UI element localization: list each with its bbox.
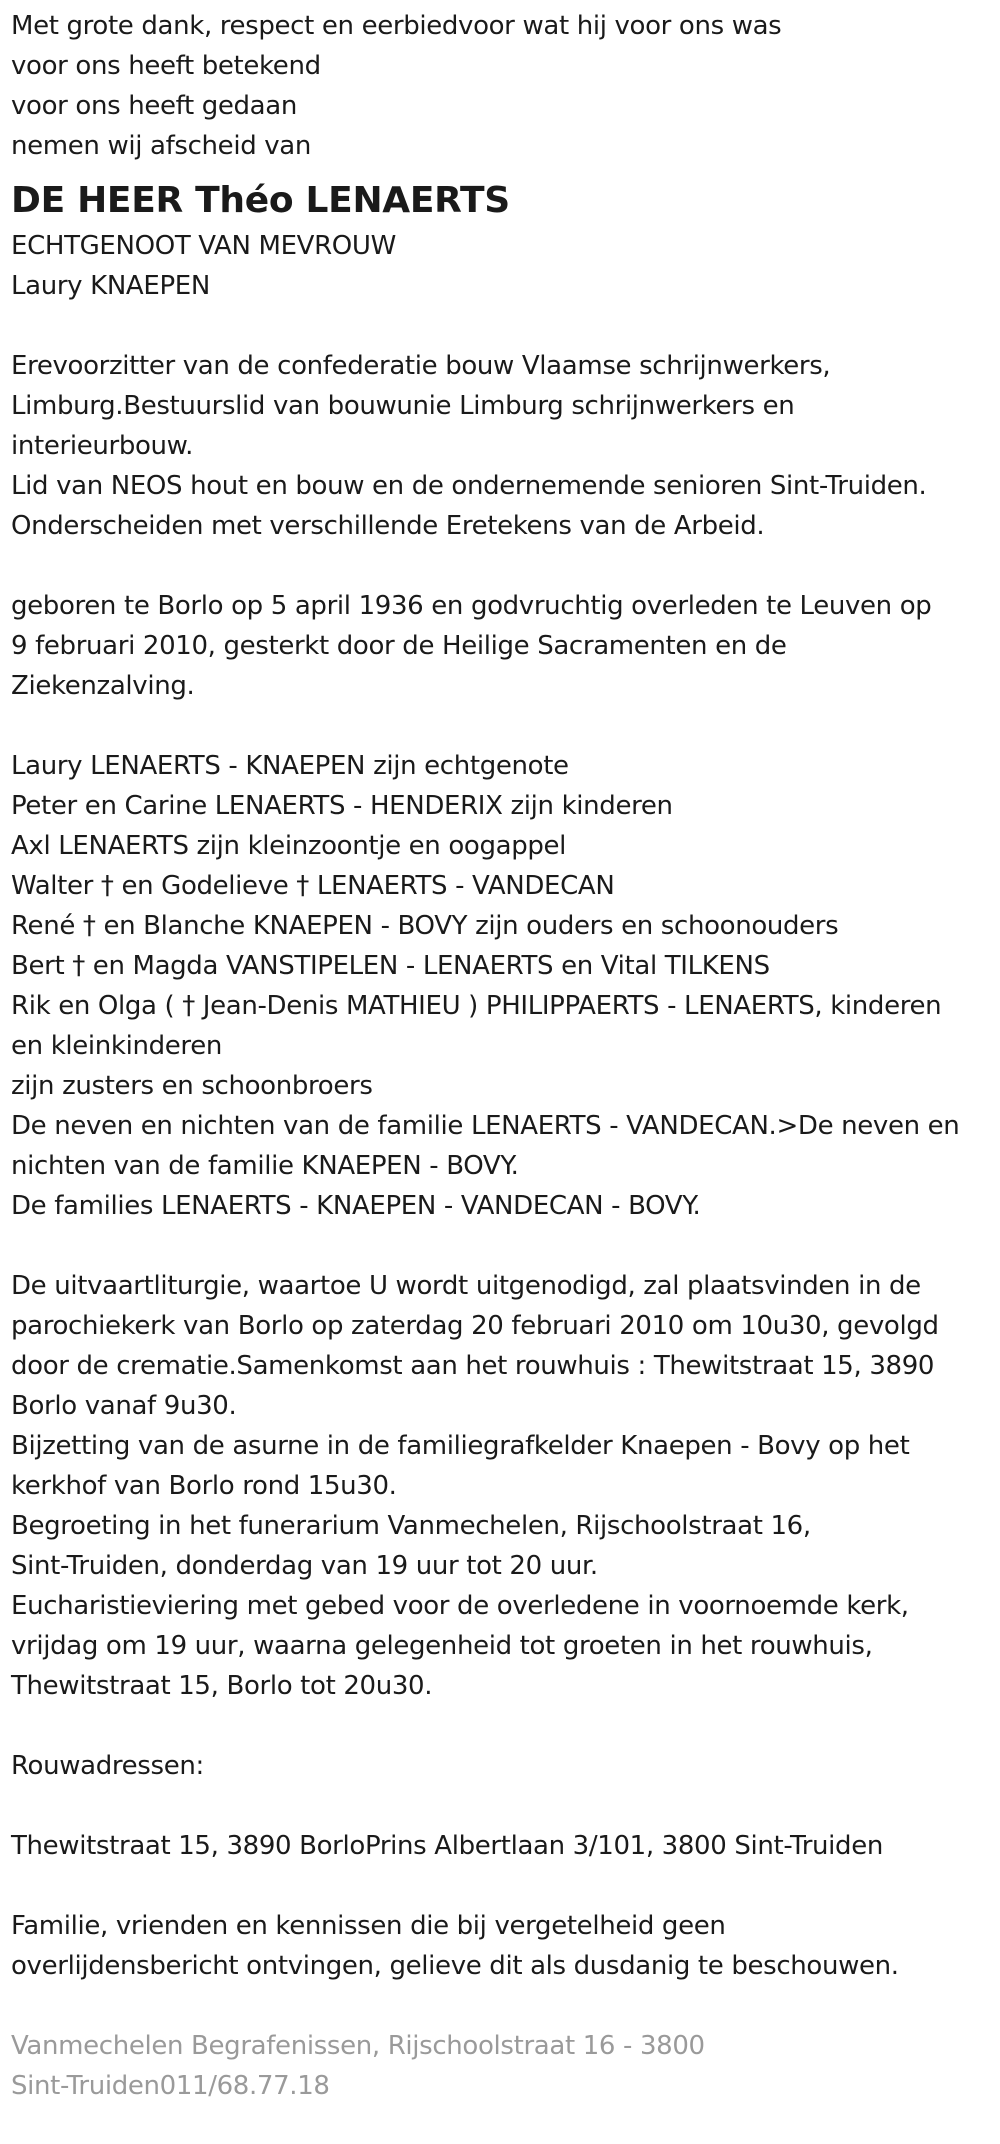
funeral-line: kerkhof van Borlo rond 15u30. [11,1471,397,1501]
functions-line: Erevoorzitter van de confederatie bouw Vlaamse schrijnwerkers, [11,351,831,381]
spouse-line: ECHTGENOOT VAN MEVROUW [11,231,396,261]
birth-death-block [11,586,996,706]
funeral-line: Bijzetting van de asurne in de familiegrafkelder Knaepen - Bovy op het [11,1431,910,1461]
family-line: Peter en Carine LENAERTS - HENDERIX zijn kinderen [11,791,673,821]
notice-block [11,1906,996,1986]
family-line: nichten van de familie KNAEPEN - BOVY. [11,1151,519,1181]
funeral-line: Thewitstraat 15, Borlo tot 20u30. [11,1671,433,1701]
spouse-block [11,226,996,306]
functions-line: Onderscheiden met verschillende Eretekens van de Arbeid. [11,511,765,541]
footer-line: Sint-Truiden011/68.77.18 [11,2071,330,2101]
family-line: Laury LENAERTS - KNAEPEN zijn echtgenote [11,751,569,781]
funeral-block [11,1266,996,1706]
functions-line: interieurbouw. [11,431,194,461]
spacer [11,1786,996,1826]
family-line: Axl LENAERTS zijn kleinzoontje en oogappel [11,831,567,861]
family-line: zijn zusters en schoonbroers [11,1071,373,1101]
spacer [11,1866,996,1906]
intro-line: voor ons heeft betekend [11,51,321,81]
functions-line: Lid van NEOS hout en bouw en de ondernemende senioren Sint-Truiden. [11,471,927,501]
birth-death-line: 9 februari 2010, gesterkt door de Heilige Sacramenten en de [11,631,787,661]
funeral-line: De uitvaartliturgie, waartoe U wordt uitgenodigd, zal plaatsvinden in de [11,1271,921,1301]
intro-block [11,6,996,166]
family-line: Rik en Olga ( † Jean-Denis MATHIEU ) PHILIPPAERTS - LENAERTS, kinderen [11,991,942,1021]
mourning-addresses: Thewitstraat 15, 3890 BorloPrins Albertlaan 3/101, 3800 Sint-Truiden [11,1831,883,1861]
family-line: Bert † en Magda VANSTIPELEN - LENAERTS en Vital TILKENS [11,951,770,981]
functions-line: Limburg.Bestuurslid van bouwunie Limburg schrijnwerkers en [11,391,795,421]
family-line: Walter † en Godelieve † LENAERTS - VANDECAN [11,871,615,901]
deceased-name-title: DE HEER Théo LENAERTS [11,180,510,221]
funeral-line: Borlo vanaf 9u30. [11,1391,237,1421]
spacer [11,706,996,746]
birth-death-line: geboren te Borlo op 5 april 1936 en godvruchtig overleden te Leuven op [11,591,932,621]
funeral-line: parochiekerk van Borlo op zaterdag 20 februari 2010 om 10u30, gevolgd [11,1311,939,1341]
funeral-line: Begroeting in het funerarium Vanmechelen, Rijschoolstraat 16, [11,1511,811,1541]
notice-line: overlijdensbericht ontvingen, gelieve dit als dusdanig te beschouwen. [11,1951,899,1981]
family-line: en kleinkinderen [11,1031,222,1061]
obituary-notice [11,6,996,2106]
funeral-line: Sint-Truiden, donderdag van 19 uur tot 20 uur. [11,1551,598,1581]
funeral-line: vrijdag om 19 uur, waarna gelegenheid tot groeten in het rouwhuis, [11,1631,873,1661]
intro-line: nemen wij afscheid van [11,131,312,161]
family-line: De neven en nichten van de familie LENAERTS - VANDECAN.>De neven en [11,1111,960,1141]
intro-line: voor ons heeft gedaan [11,91,297,121]
functions-block [11,346,996,546]
family-line: René † en Blanche KNAEPEN - BOVY zijn ouders en schoonouders [11,911,839,941]
funeral-line: Eucharistieviering met gebed voor de overledene in voornoemde kerk, [11,1591,909,1621]
funeral-line: door de crematie.Samenkomst aan het rouwhuis : Thewitstraat 15, 3890 [11,1351,935,1381]
family-block [11,746,996,1226]
spacer [11,306,996,346]
spacer [11,546,996,586]
footer-line: Vanmechelen Begrafenissen, Rijschoolstraat 16 - 3800 [11,2031,705,2061]
intro-line: Met grote dank, respect en eerbiedvoor wat hij voor ons was [11,11,782,41]
spacer [11,1226,996,1266]
addresses-heading: Rouwadressen: [11,1751,204,1781]
funeral-home-footer [11,2026,996,2106]
spacer [11,1986,996,2026]
birth-death-line: Ziekenzalving. [11,671,195,701]
notice-line: Familie, vrienden en kennissen die bij vergetelheid geen [11,1911,726,1941]
family-line: De families LENAERTS - KNAEPEN - VANDECAN - BOVY. [11,1191,701,1221]
spacer [11,1706,996,1746]
spouse-line: Laury KNAEPEN [11,271,210,301]
